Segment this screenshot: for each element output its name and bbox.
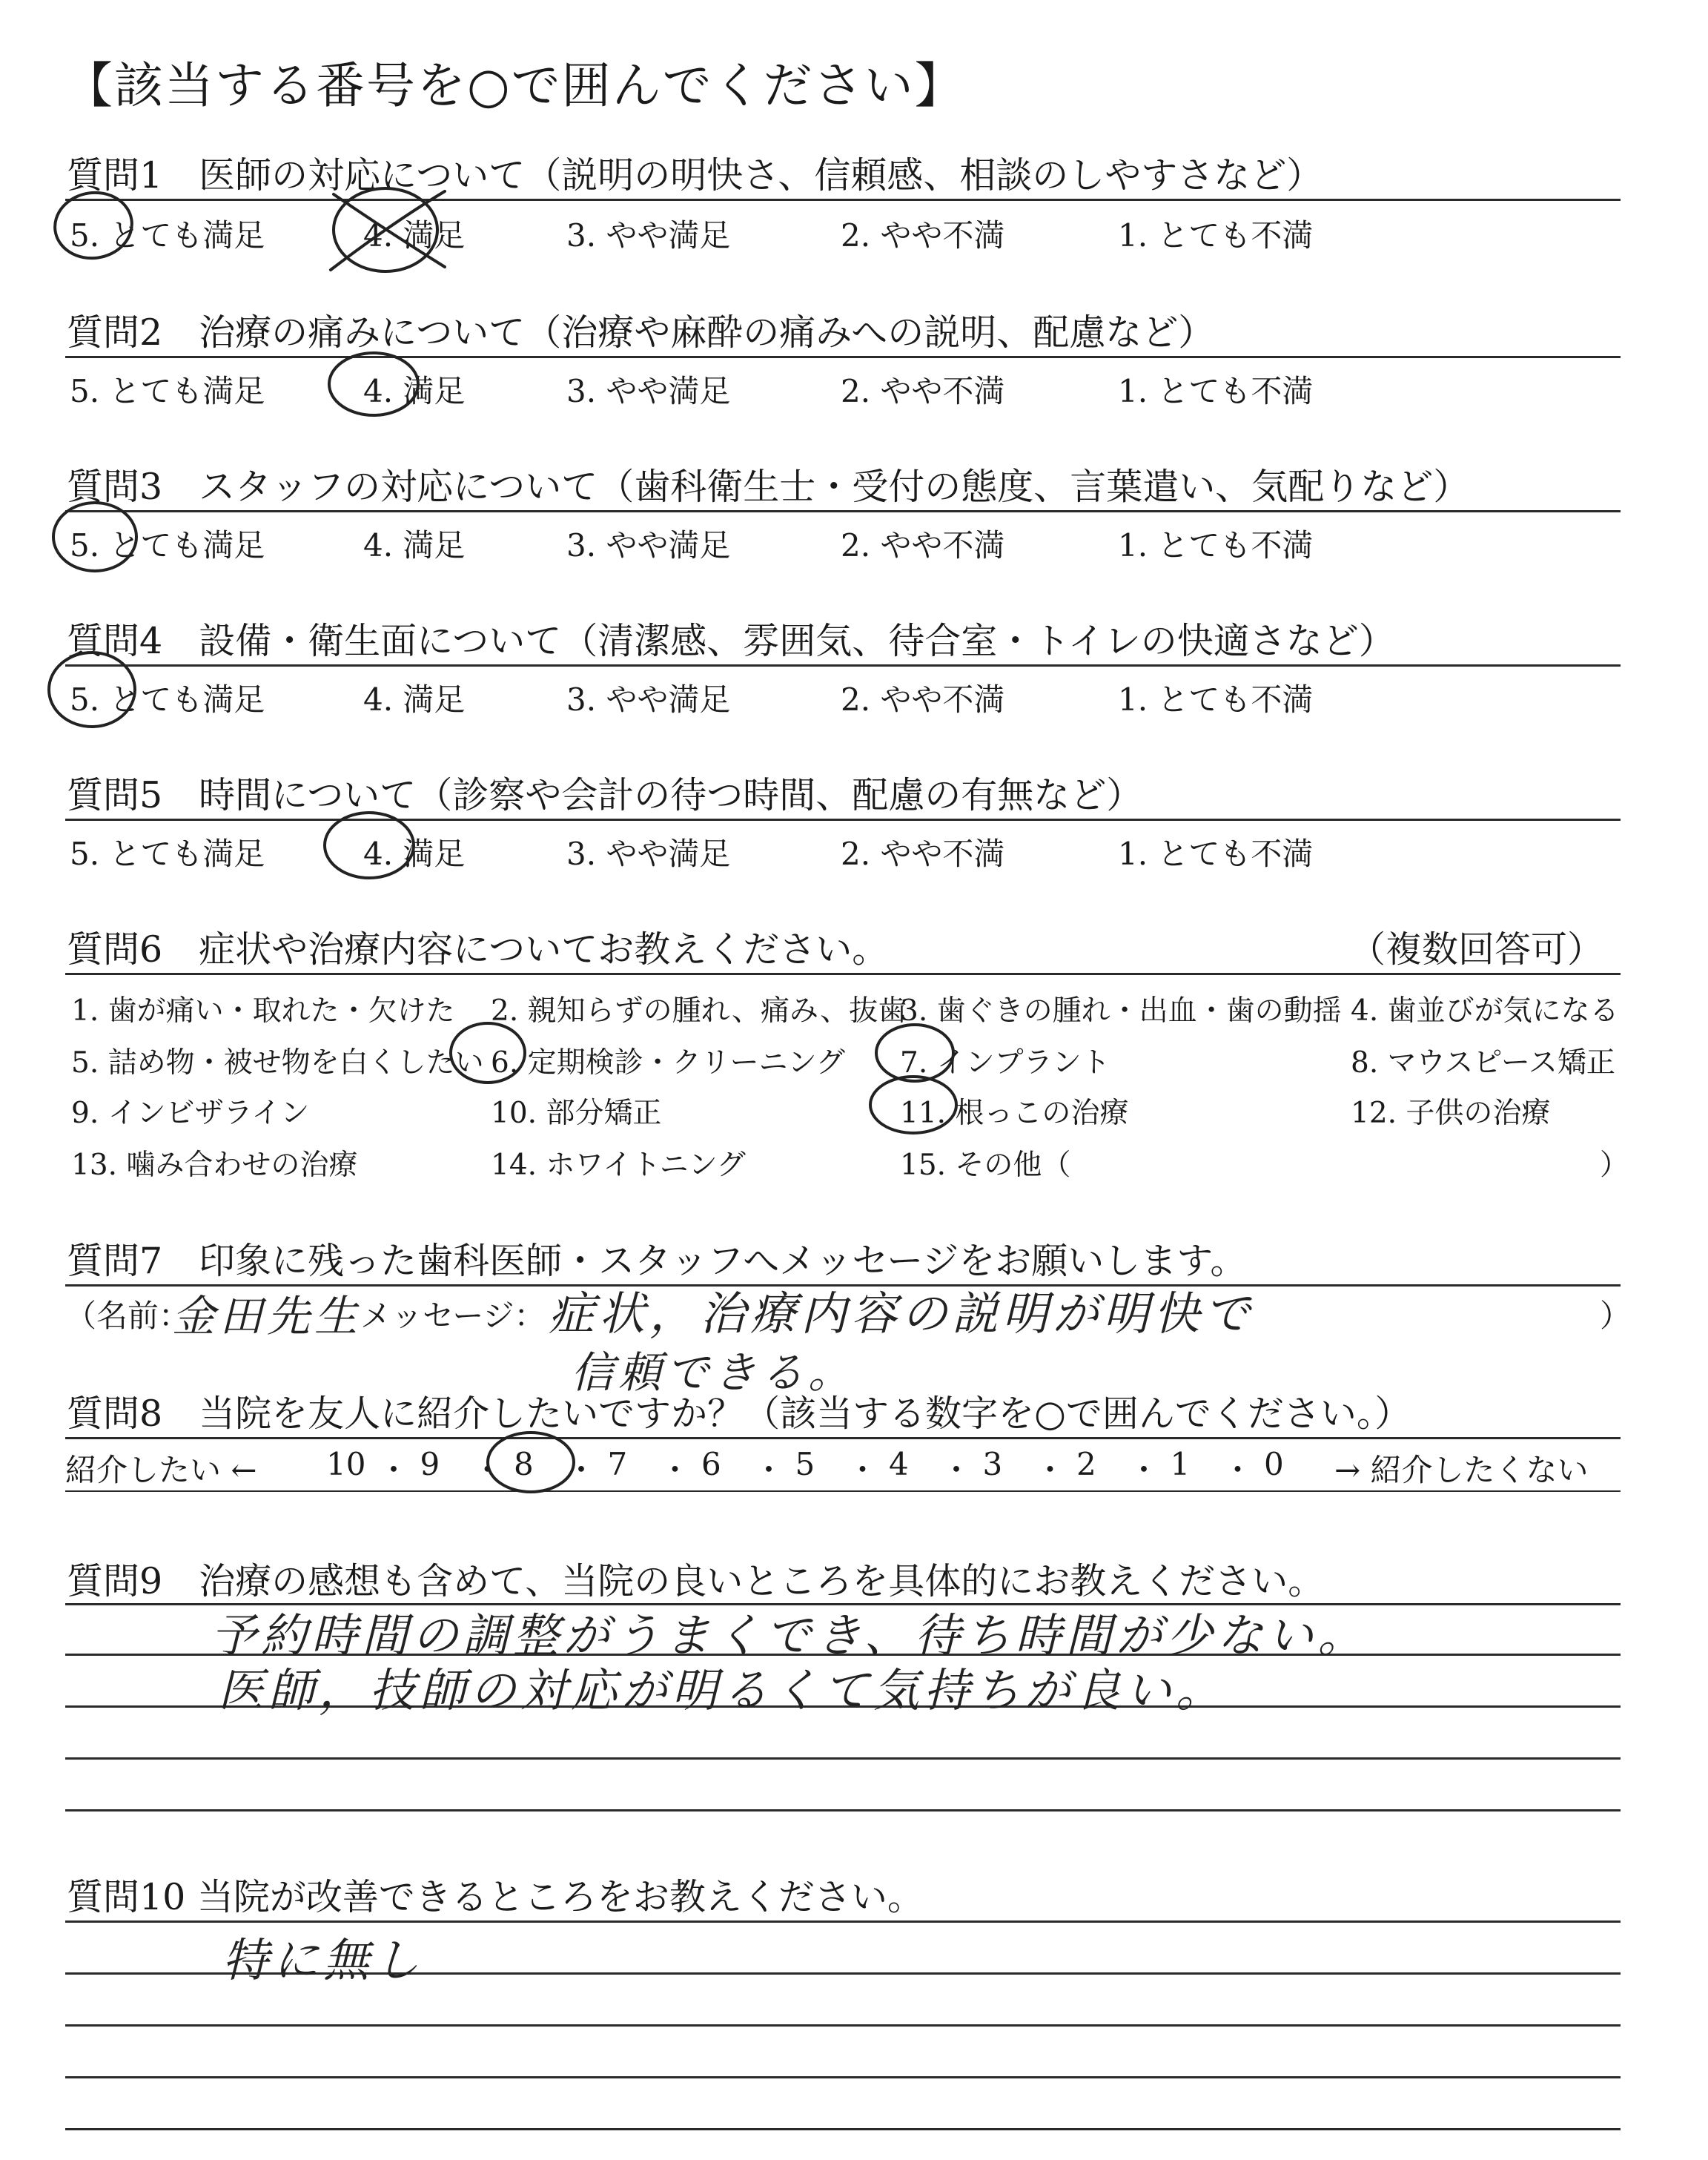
- q5-option-4[interactable]: 4. 満足: [363, 836, 466, 872]
- q3-option-2[interactable]: 2. やや不満: [841, 527, 1005, 564]
- q8-scale-value-8[interactable]: 8: [514, 1446, 534, 1482]
- q5-circle-4: [325, 813, 414, 878]
- q6-option-7[interactable]: 7. インプラント: [900, 1046, 1110, 1080]
- q6-option-11[interactable]: 11. 根っこの治療: [900, 1097, 1129, 1130]
- q4-option-1[interactable]: 1. とても不満: [1118, 681, 1314, 718]
- q2-option-5[interactable]: 5. とても満足: [70, 373, 265, 409]
- q7-name-value[interactable]: 金田先生: [172, 1291, 363, 1341]
- q6-option-12[interactable]: 12. 子供の治療: [1351, 1097, 1551, 1130]
- q3-option-1[interactable]: 1. とても不満: [1118, 527, 1314, 564]
- q2-circle-4: [329, 353, 418, 415]
- q8-scale-value-9[interactable]: 9: [420, 1446, 440, 1482]
- question-5-label: 質問5 時間について（診察や会計の待つ時間、配慮の有無など）: [67, 774, 1143, 816]
- q1-circle-5: [50, 188, 136, 263]
- q6-circle-11: [870, 1077, 956, 1133]
- q8-scale-separator: ・: [753, 1452, 785, 1488]
- q8-scale-value-3[interactable]: 3: [982, 1446, 1003, 1482]
- q8-scale-separator: ・: [378, 1452, 410, 1488]
- question-7-label: 質問7 印象に残った歯科医師・スタッフへメッセージをお願いします。: [67, 1240, 1247, 1282]
- q6-option-5[interactable]: 5. 詰め物・被せ物を白くしたい: [71, 1046, 484, 1080]
- q10-answer-line1[interactable]: 特に無し: [222, 1933, 425, 1987]
- q8-scale-right: → 紹介したくない: [1334, 1452, 1589, 1488]
- q6-option-13[interactable]: 13. 噛み合わせの治療: [71, 1149, 358, 1182]
- question-10-label: 質問10 当院が改善できるところをお教えください。: [67, 1876, 924, 1918]
- q2-option-1[interactable]: 1. とても不満: [1118, 373, 1314, 409]
- q4-option-4[interactable]: 4. 満足: [363, 681, 466, 718]
- q8-scale-separator: ・: [1222, 1452, 1254, 1488]
- page-title: 【該当する番号を○で囲んでください】: [64, 57, 965, 114]
- q3-circle-5: [53, 503, 136, 571]
- q8-scale-value-0[interactable]: 0: [1264, 1446, 1284, 1482]
- q8-scale-value-5[interactable]: 5: [795, 1446, 815, 1482]
- q1-option-4[interactable]: 4. 満足: [363, 217, 466, 254]
- q7-message-line2[interactable]: 信頼できる。: [571, 1347, 856, 1398]
- q8-scale-separator: ・: [1128, 1452, 1160, 1488]
- q8-scale-value-2[interactable]: 2: [1076, 1446, 1096, 1482]
- q6-option-10[interactable]: 10. 部分矯正: [491, 1097, 662, 1130]
- question-6-label: 質問6 症状や治療内容についてお教えください。: [67, 928, 889, 971]
- question-1-label: 質問1 医師の対応について（説明の明快さ、信頼感、相談のしやすさなど）: [67, 154, 1323, 196]
- q6-option-9[interactable]: 9. インビザライン: [71, 1097, 310, 1130]
- q9-answer-line2[interactable]: 医師，技師の対応が明るくて気持ちが良い。: [218, 1663, 1227, 1717]
- q1-option-3[interactable]: 3. やや満足: [566, 217, 731, 254]
- q6-other-close: ）: [1600, 1149, 1629, 1182]
- q8-scale-value-10[interactable]: 10: [326, 1446, 366, 1482]
- q8-scale-left: 紹介したい ←: [65, 1452, 257, 1488]
- q7-close: ）: [1600, 1298, 1632, 1334]
- q6-option-8[interactable]: 8. マウスピース矯正: [1351, 1046, 1615, 1080]
- q4-option-2[interactable]: 2. やや不満: [841, 681, 1005, 718]
- q3-option-4[interactable]: 4. 満足: [363, 527, 466, 564]
- q3-option-5[interactable]: 5. とても満足: [70, 527, 265, 564]
- q4-option-5[interactable]: 5. とても満足: [70, 681, 265, 718]
- q6-option-14[interactable]: 14. ホワイトニング: [491, 1149, 746, 1182]
- q2-option-3[interactable]: 3. やや満足: [566, 373, 731, 409]
- q8-scale-separator: ・: [847, 1452, 878, 1488]
- question-3-label: 質問3 スタッフの対応について（歯科衛生士・受付の態度、言葉遣い、気配りなど）: [67, 466, 1470, 508]
- q8-scale-separator: ・: [659, 1452, 691, 1488]
- q8-scale-separator: ・: [941, 1452, 973, 1488]
- q6-option-3[interactable]: 3. 歯ぐきの腫れ・出血・歯の動揺: [900, 994, 1342, 1028]
- q8-scale-value-4[interactable]: 4: [889, 1446, 909, 1482]
- q6-circle-6: [451, 1023, 525, 1083]
- q1-option-1[interactable]: 1. とても不満: [1118, 217, 1314, 254]
- q7-name-label: （名前：: [65, 1298, 191, 1334]
- q2-option-4[interactable]: 4. 満足: [363, 373, 466, 409]
- q5-option-1[interactable]: 1. とても不満: [1118, 836, 1314, 872]
- q5-option-5[interactable]: 5. とても満足: [70, 836, 265, 872]
- question-6-note: （複数回答可）: [1349, 928, 1604, 971]
- q6-circle-7: [876, 1025, 953, 1081]
- q4-circle-5: [49, 653, 135, 727]
- question-9-label: 質問9 治療の感想も含めて、当院の良いところを具体的にお教えください。: [67, 1560, 1325, 1602]
- q8-scale-separator: ・: [471, 1452, 503, 1488]
- q1-option-2[interactable]: 2. やや不満: [841, 217, 1005, 254]
- q6-option-6[interactable]: 6. 定期検診・クリーニング: [491, 1046, 845, 1080]
- q8-scale-separator: ・: [566, 1452, 598, 1488]
- q2-option-2[interactable]: 2. やや不満: [841, 373, 1005, 409]
- q7-message-line1[interactable]: 症状，治療内容の説明が明快で: [549, 1287, 1255, 1341]
- q8-scale-value-1[interactable]: 1: [1170, 1446, 1191, 1482]
- q8-circle-8: [488, 1433, 574, 1492]
- q7-message-label: メッセージ：: [360, 1298, 546, 1334]
- q6-option-2[interactable]: 2. 親知らずの腫れ、痛み、抜歯: [491, 994, 907, 1028]
- q5-option-3[interactable]: 3. やや満足: [566, 836, 731, 872]
- question-4-label: 質問4 設備・衛生面について（清潔感、雰囲気、待合室・トイレの快適さなど）: [67, 620, 1395, 662]
- q8-scale-separator: ・: [1034, 1452, 1066, 1488]
- q9-answer-line1[interactable]: 予約時間の調整がうまくでき、待ち時間が少ない。: [211, 1608, 1368, 1662]
- q5-option-2[interactable]: 2. やや不満: [841, 836, 1005, 872]
- question-2-label: 質問2 治療の痛みについて（治療や麻酔の痛みへの説明、配慮など）: [67, 311, 1215, 354]
- q8-scale-value-6[interactable]: 6: [701, 1446, 721, 1482]
- q3-option-3[interactable]: 3. やや満足: [566, 527, 731, 564]
- q6-option-4[interactable]: 4. 歯並びが気になる: [1351, 994, 1619, 1028]
- q6-option-15[interactable]: 15. その他（: [900, 1149, 1071, 1182]
- q6-option-1[interactable]: 1. 歯が痛い・取れた・欠けた: [71, 994, 455, 1028]
- question-8-label: 質問8 当院を友人に紹介したいですか？（該当する数字を○で囲んでください。）: [67, 1393, 1411, 1435]
- q1-option-5[interactable]: 5. とても満足: [70, 217, 265, 254]
- q4-option-3[interactable]: 3. やや満足: [566, 681, 731, 718]
- q8-scale-value-7[interactable]: 7: [607, 1446, 628, 1482]
